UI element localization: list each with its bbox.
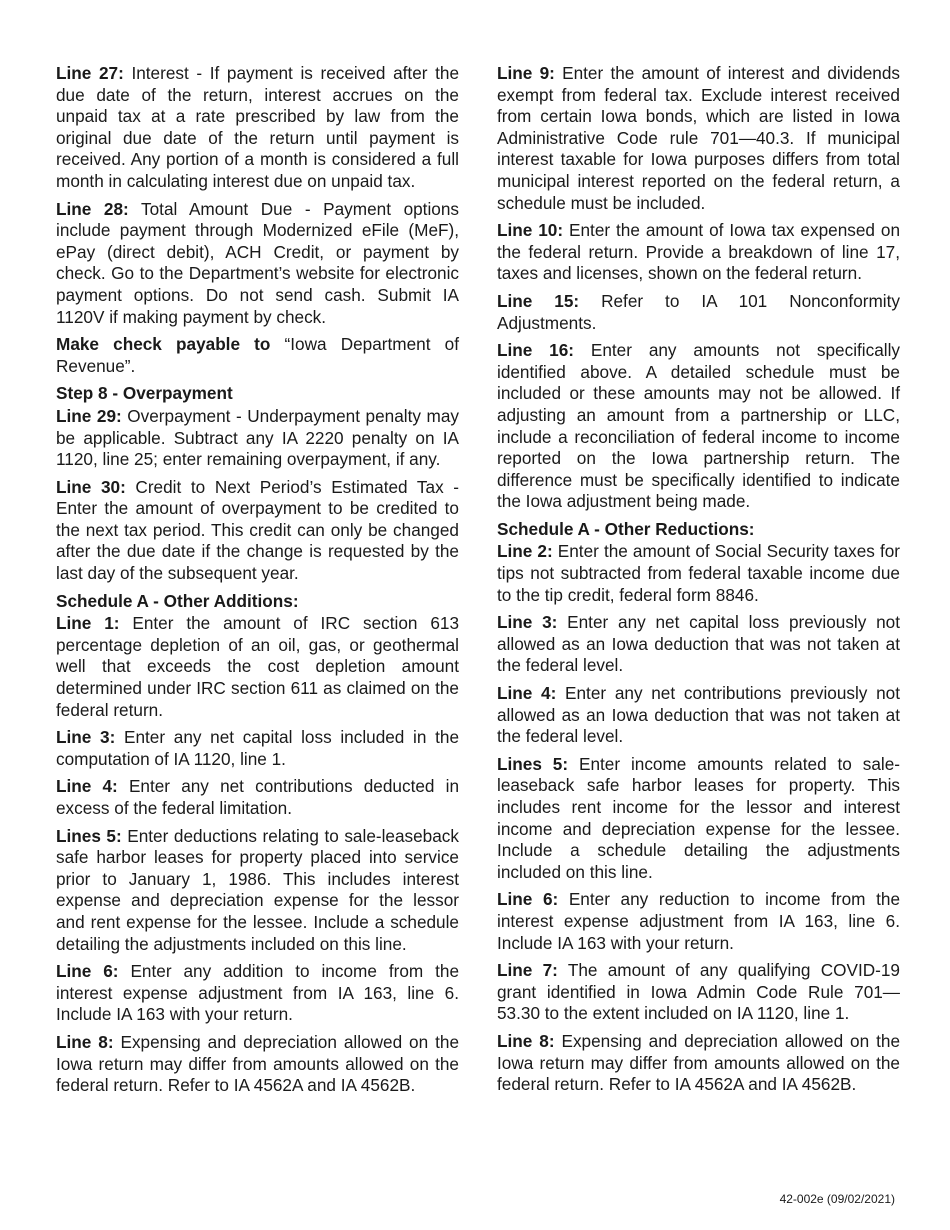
heading-step-8: Step 8 - Overpayment [56, 383, 233, 404]
para-label: Line 4: [56, 776, 118, 797]
para-text: The amount of any qualifying COVID-19 grant identified in Iowa Admin Code Rule 701—53.30 to the extent included on IA 1120, line 1. [497, 960, 900, 1024]
para-text: Expensing and depreciation allowed on the Iowa return may differ from amounts allowed on the federal return. Refer to IA 4562A and IA 4562B. [497, 1030, 901, 1095]
para-text: “Iowa Department of Revenue”. [56, 334, 459, 376]
para-text: Enter any net capital loss previously not allowed as an Iowa deduction that was not taken at the federal level. [497, 612, 900, 676]
para-text: Enter any net capital loss included in the computation of IA 1120, line 1. [56, 727, 460, 769]
para-text: Enter any reduction to income from the interest expense adjustment from IA 163, line 6. Include IA 163 with your return. [497, 889, 901, 953]
para-reductions-line-3 [497, 612, 900, 677]
para-text: Enter deductions relating to sale-leaseback safe harbor leases for property placed into service prior to January 1, 1986. This includes interest expense and depreciation expense for the lessor and rent expense for the lessee. Include a schedule detailing the adjustments included on this line. [56, 825, 459, 954]
para-make-check-payable [56, 334, 459, 377]
para-text: Enter income amounts related to sale-leaseback safe harbor leases for property. This includes rent income for the lessor and interest income and depreciation expense for the lessee. Include a schedule detailing the adjustments included on this line. [497, 753, 901, 882]
para-reductions-line-2 [497, 541, 900, 606]
para-text: Enter the amount of interest and dividends exempt from federal tax. Exclude interest received from certain Iowa bonds, which are listed in Iowa Administrative Code rule 701—40.3. If municipal interest taxable for Iowa purposes differs from total municipal interest reported on the federal return, a schedule must be included. [497, 63, 900, 213]
para-additions-line-6 [56, 961, 459, 1026]
para-text: Enter any addition to income from the interest expense adjustment from IA 163, line 6. Include IA 163 with your return. [56, 961, 460, 1025]
para-additions-lines-5 [56, 826, 459, 956]
para-text: Expensing and depreciation allowed on the Iowa return may differ from amounts allowed on the federal return. Refer to IA 4562A and IA 4562B. [56, 1031, 460, 1096]
para-reductions-lines-5 [497, 754, 900, 884]
para-additions-line-3 [56, 727, 459, 770]
para-text: Enter the amount of Iowa tax expensed on the federal return. Provide a breakdown of line 17, taxes and licenses, shown on the federal return. [497, 220, 901, 284]
para-label: Line 28: [56, 198, 129, 219]
left-column [56, 63, 459, 1103]
para-additions-line-16 [497, 340, 900, 513]
para-line-27 [56, 63, 459, 193]
para-label: Line 6: [497, 889, 559, 910]
para-label: Line 9: [497, 63, 555, 83]
para-reductions-line-6 [497, 889, 900, 954]
para-label: Lines 5: [497, 753, 569, 774]
para-additions-line-9 [497, 63, 900, 214]
para-label: Line 4: [497, 683, 557, 704]
para-text: Enter the amount of IRC section 613 percentage depletion of an oil, gas, or geothermal well that exceeds the cost depletion amount determined under IRC section 611 as claimed on the federal return. [56, 613, 460, 720]
para-label: Line 2: [497, 541, 553, 562]
para-label: Line 3: [56, 727, 116, 748]
para-text: Credit to Next Period’s Estimated Tax - Enter the amount of overpayment to be credited to the next tax period. This credit can only be changed after the due date if the change is requested by the last day of the subsequent year. [56, 476, 460, 584]
para-additions-line-10 [497, 220, 900, 285]
para-reductions-line-8 [497, 1031, 900, 1096]
para-additions-line-15 [497, 291, 900, 334]
para-line-28 [56, 199, 459, 329]
para-label: Line 6: [56, 961, 119, 982]
para-additions-line-4 [56, 776, 459, 819]
para-line-29 [56, 406, 459, 471]
para-label: Line 3: [497, 612, 558, 633]
heading-schedule-a-reductions: Schedule A - Other Reductions: [497, 518, 755, 539]
para-label: Line 30: [56, 476, 126, 497]
right-column [497, 63, 900, 1102]
para-text: Interest - If payment is received after the due date of the return, interest accrues on the unpaid tax at a rate prescribed by law from the original due date of the return until payment is received. Any portion of a month is considered a full month in calculating interest due on unpaid tax. [56, 63, 459, 191]
para-label: Line 15: [497, 290, 580, 311]
form-number-footer: 42-002e (09/02/2021) [779, 1192, 895, 1206]
para-label: Line 8: [497, 1030, 555, 1051]
heading-schedule-a-additions: Schedule A - Other Additions: [56, 590, 299, 611]
para-text: Overpayment - Underpayment penalty may be applicable. Subtract any IA 2220 penalty on IA 1120, line 25; enter remaining overpayment, if any. [56, 405, 459, 470]
para-label: Line 1: [56, 613, 120, 634]
para-text: Enter any amounts not specifically identified above. A detailed schedule must be included or these amounts may not be allowed. If adjusting an amount from a partnership or LLC, include a reconciliation of federal income to income reported on the Iowa partnership return. The difference must be specifically identified to indicate the Iowa adjustment being made. [497, 340, 900, 512]
para-text: Enter the amount of Social Security taxes for tips not subtracted from federal taxable income due to the tip credit, federal form 8846. [497, 541, 901, 605]
para-text: Refer to IA 101 Nonconformity Adjustments. [497, 290, 900, 333]
para-additions-line-1 [56, 613, 459, 721]
para-label: Line 27: [56, 63, 124, 83]
para-label: Line 10: [497, 220, 564, 241]
para-label: Line 7: [497, 960, 558, 981]
para-text: Total Amount Due - Payment options include payment through Modernized eFile (MeF), ePay (direct debit), ACH Credit, or payment by check. Go to the Department’s website for electronic payment options. Do not send cash. Submit IA 1120V if making payment by check. [56, 198, 459, 327]
para-label: Lines 5: [56, 825, 122, 846]
para-additions-line-8 [56, 1032, 459, 1097]
para-text: Enter any net contributions previously not allowed as an Iowa deduction that was not taken at the federal level. [497, 683, 900, 747]
para-label: Line 16: [497, 340, 575, 361]
para-line-30 [56, 477, 459, 585]
para-reductions-line-4 [497, 683, 900, 748]
para-reductions-line-7 [497, 960, 900, 1025]
para-label: Make check payable to [56, 334, 271, 355]
para-text: Enter any net contributions deducted in excess of the federal limitation. [56, 776, 459, 818]
para-label: Line 8: [56, 1031, 114, 1052]
para-label: Line 29: [56, 405, 122, 426]
